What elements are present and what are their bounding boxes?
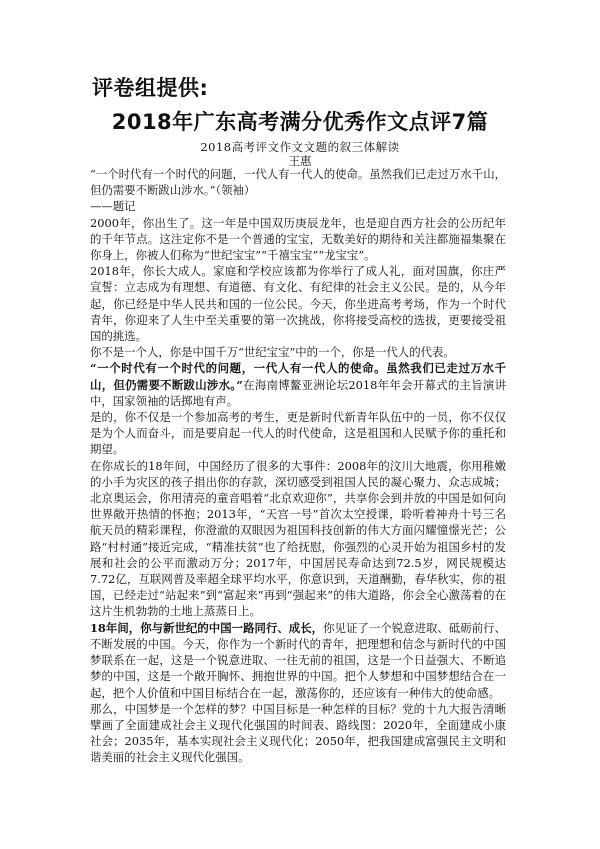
document-body (90, 166, 506, 766)
paragraph: 在你成长的18年间，中国经历了很多的大事件：2008年的汶川大地震，你用稚嫩的小手为灾区的孩子捐出你的存款，深切感受到祖国人民的凝心聚力、众志成城；北京奥运会，你用清亮的童音唱着“北京欢迎你”，共享你会到并放的中国是如何向世界敞开热情的怀抱；2013年，“天宫一号”首次太空授课，聆听着神舟十号三名航天员的精彩课程，你澄澈的双眼因为祖国科技创新的伟大方面闪耀憧憬光芒；公路“村村通”接近完成，“精准扶贫”也了给抚慰，你强烈的心灵开始为祖国乡村的发展和社会的公平而激动万分；2017年，中国居民寿命达到72.5岁，网民规模达7.72亿，互联网普及率超全球平均水平，你意识到，天道酬勤，春华秋实，你的祖国，已经走过“站起来”到“富起来”再到“强起来”的伟大道路，你会全心激荡着的在这片生机勃勃的土地上蒸蒸日上。 (90, 458, 506, 619)
paragraph: 你不是一个人，你是中国千万“世纪宝宝”中的一个，你是一代人的代表。 (90, 345, 455, 360)
document-title: 2018年广东高考满分优秀作文点评7篇 (111, 110, 489, 134)
document-author: 王惠 (288, 154, 312, 168)
paragraph-epigraph: “一个时代有一个时代的问题，一代人有一代人的使命。虽然我们已走过万水千山，但仍需要不断跋山涉水。”（领袖） (90, 167, 506, 198)
document-subtitle: 2018高考评文作文文题的叙三体解读 (200, 140, 400, 154)
paragraph: 2000年，你出生了。这一年是中国双历庚辰龙年，也是迎自西方社会的公历纪年的千年节点。这注定你不是一个普通的宝宝，无数美好的期待和关注都施福集聚在你身上，你被人们称为“世纪宝宝”“千禧宝宝”“龙宝宝”。 (90, 215, 506, 263)
paragraph: 那么，中国梦是一个怎样的梦？中国目标是一种怎样的目标？党的十九大报告清晰擘画了全面建成社会主义现代化强国的时间表、路线图：2020年，全面建成小康社会；2035年，基本实现社会主义现代化；2050年，把我国建成富强民主文明和谐美丽的社会主义现代化强国。 (90, 701, 506, 765)
bold-lead: 18年间，你与新世纪的中国一路同行、成长， (90, 620, 324, 635)
paragraph: 18年间，你与新世纪的中国一路同行、成长，你见证了一个锐意进取、砥砺前行、不断发展的中国。今天，你作为一个新时代的青年，把理想和信念与新时代的中国梦联系在一起，这是一个锐意进取、一往无前的祖国，这是一个日益强大、不断追梦的中国，这是一个敞开胸怀、拥抱世界的中国。把个人梦想和中国梦想结合在一起，把个人价值和中国目标结合在一起，激荡你的，还应该有一种伟大的使命感。 (90, 620, 506, 700)
paragraph-epigraph-source: ——题记 (90, 199, 136, 214)
bold-quote: “一个时代有一个时代的问题，一代人有一代人的使命。虽然我们已走过万水千山，但仍需要不断跋山涉水。” (90, 361, 506, 392)
document-header: 评卷组提供: (92, 76, 209, 100)
paragraph: 是的，你不仅是一个参加高考的考生，更是新时代新青年队伍中的一员，你不仅仅是为个人而奋斗，而是要肩起一代人的时代使命，这是祖国和人民赋予你的重托和期望。 (90, 410, 506, 457)
paragraph: “一个时代有一个时代的问题，一代人有一代人的使命。虽然我们已走过万水千山，但仍需要不断跋山涉水。”在海南博鳌亚洲论坛2018年年会开幕式的主旨演讲中，国家领袖的话掷地有声。 (90, 361, 506, 408)
paragraph: 2018年，你长大成人。家庭和学校应该都为你举行了成人礼，面对国旗，你庄严宣誓：立志成为有理想、有道德、有文化、有纪律的社会主义公民。是的，从今年起，你已经是中华人民共和国的一位公民。今天，你坐进高考考场，作为一个时代青年，你迎来了人生中至关重要的第一次挑战，你将接受高校的选拔，更要接受祖国的挑选。 (90, 264, 506, 344)
